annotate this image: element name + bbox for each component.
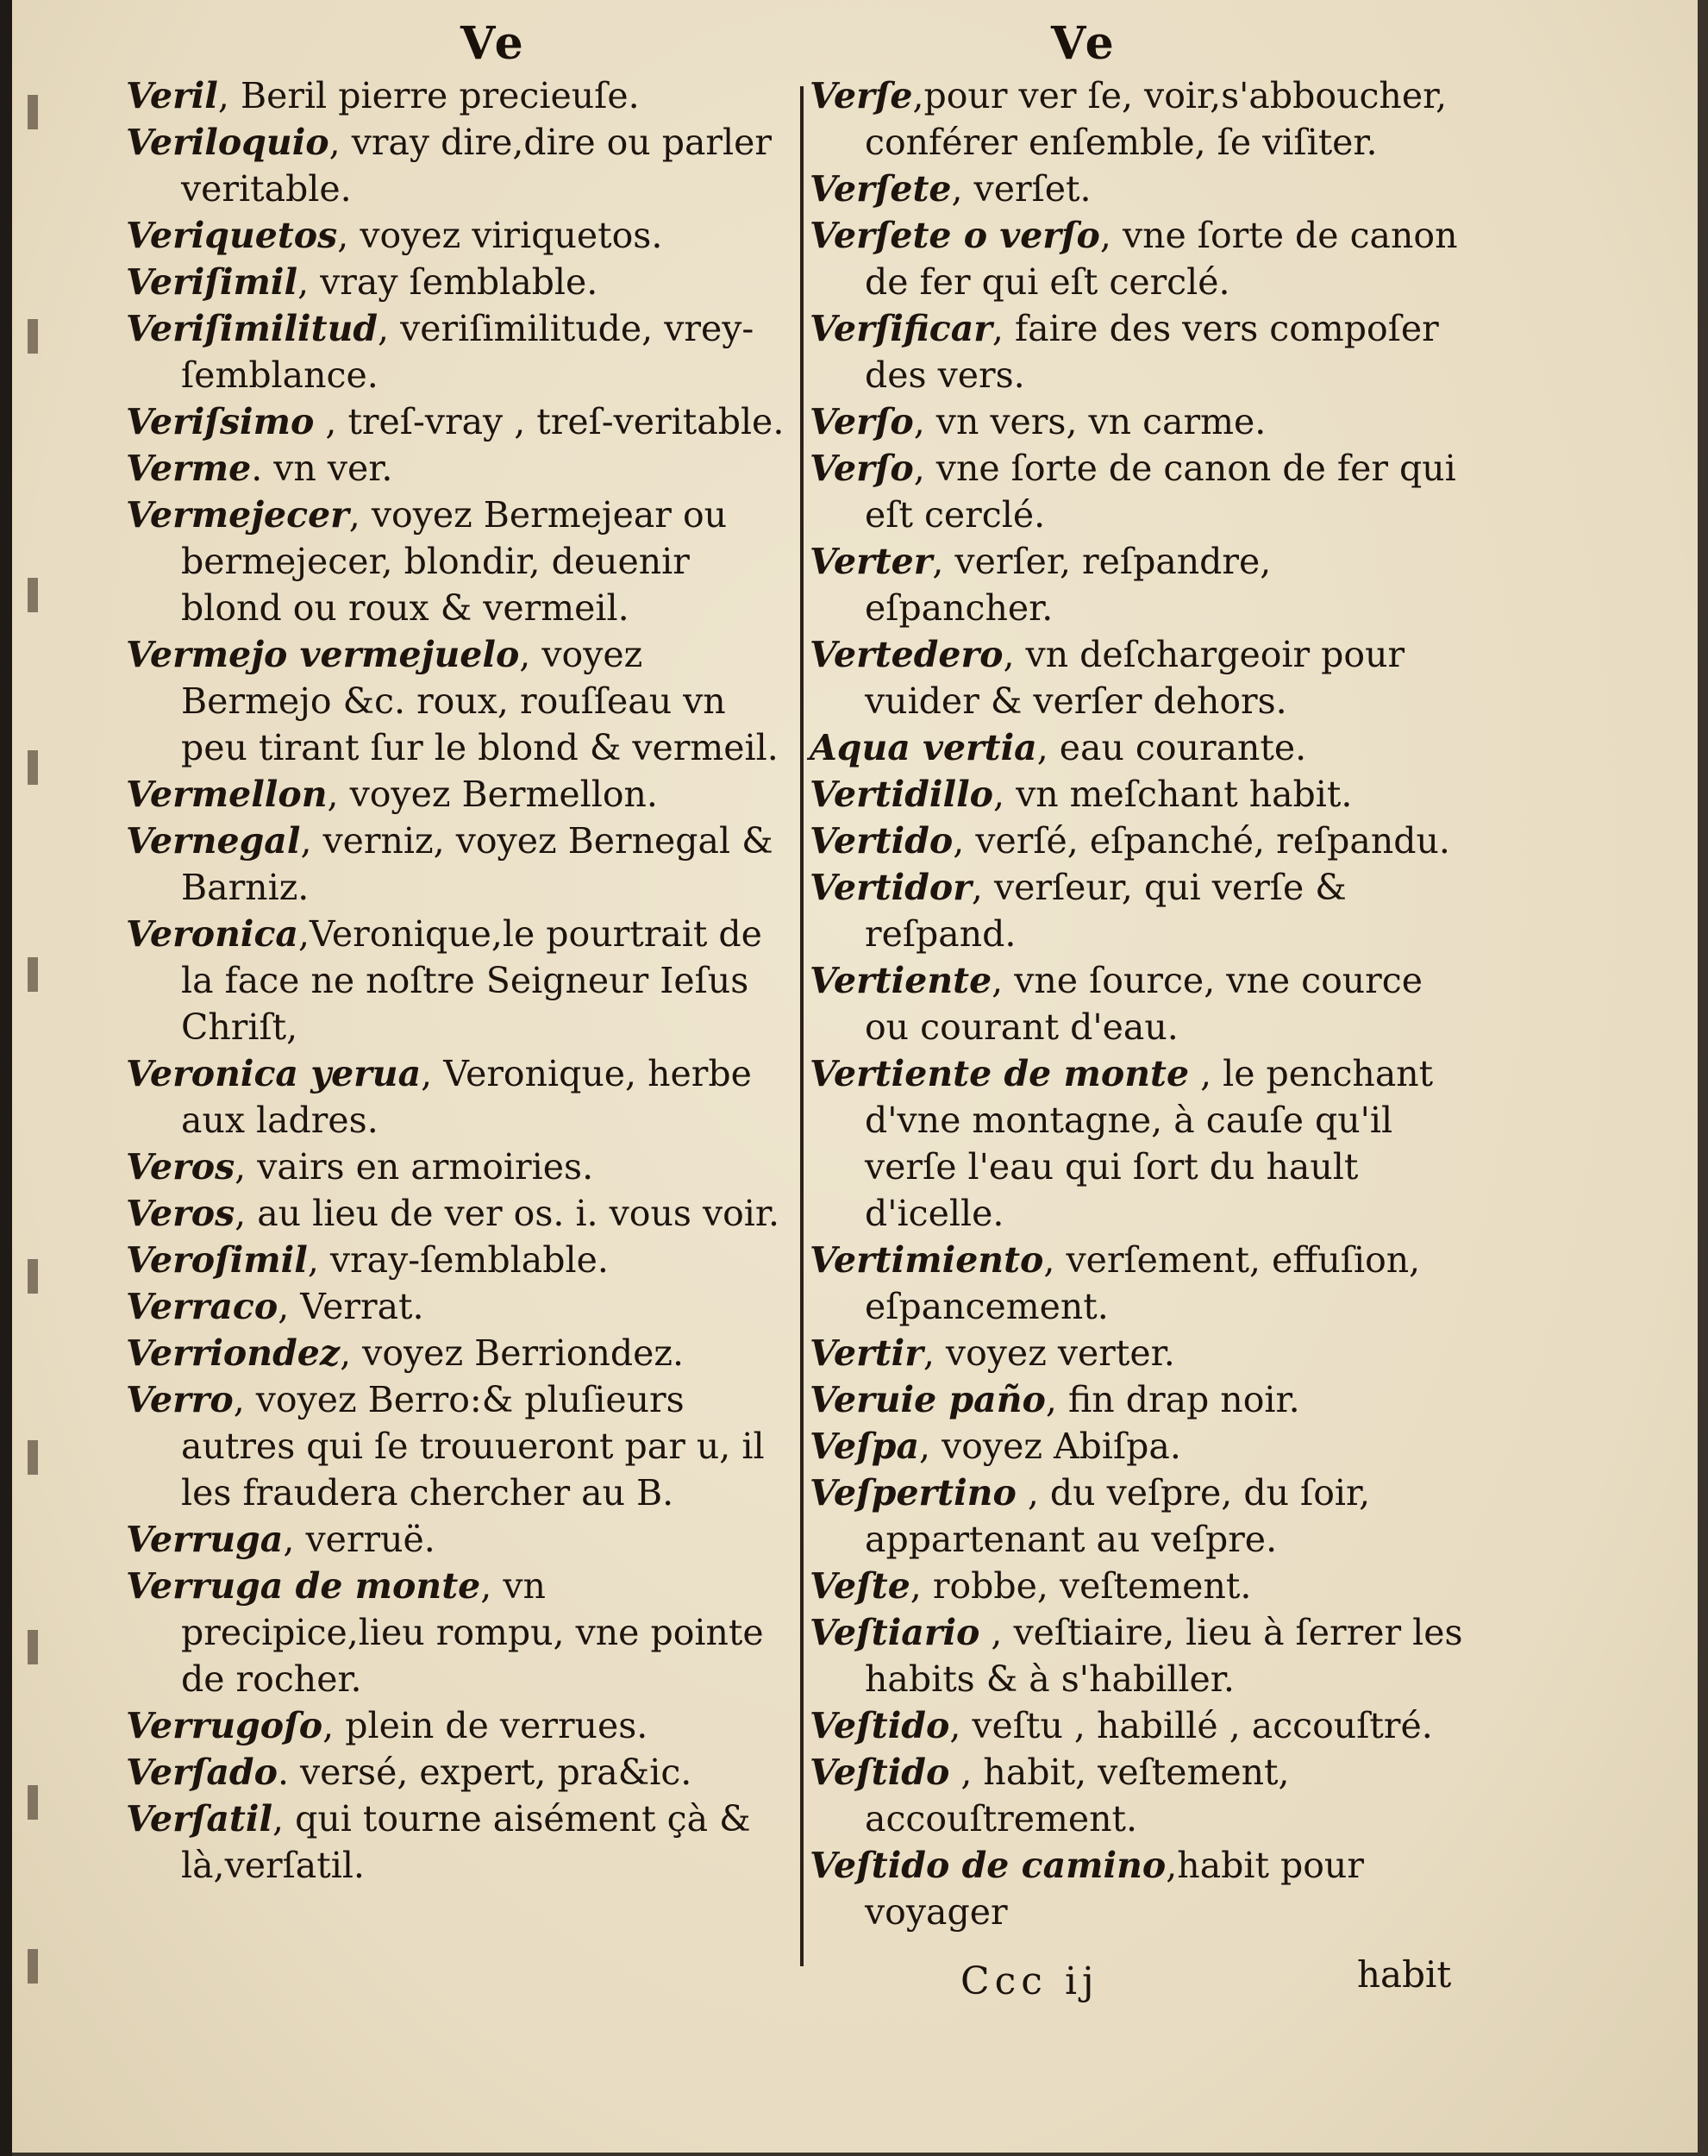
entry-headword: Veruie paño (810, 1379, 1046, 1420)
entry-headword: Verſatil (126, 1798, 273, 1839)
dictionary-entry (810, 398, 1465, 445)
entry-definition: , robbe, veſtement. (910, 1565, 1252, 1607)
entry-headword: Veriquetos (126, 215, 338, 256)
dictionary-entry (810, 1563, 1465, 1609)
entry-definition: , vn deſchargeoir pour vuider & verſer dehors. (865, 634, 1405, 722)
entry-headword: Veſpertino (810, 1472, 1017, 1514)
entry-headword: Verſo (810, 448, 914, 489)
dictionary-entry (810, 1237, 1465, 1330)
dictionary-entry (126, 119, 798, 212)
entry-definition: , du veſpre, du ſoir, appartenant au veſpre. (865, 1472, 1371, 1560)
entry-headword: Verraco (126, 1286, 278, 1327)
dictionary-entry (810, 212, 1465, 305)
entry-headword: Veriſsimo (126, 401, 315, 442)
entry-headword: Vermejo vermejuelo (126, 634, 520, 675)
entry-definition: , verſeur, qui verſe & reſpand. (865, 867, 1347, 955)
entry-headword: Veros (126, 1193, 235, 1234)
entry-definition: , fin drap noir. (1045, 1379, 1300, 1420)
entry-headword: Verſado (126, 1752, 278, 1793)
entry-headword: Veriſimilitud (126, 308, 379, 349)
entry-definition: , veſtu , habillé , accouſtré. (949, 1705, 1433, 1746)
entry-definition: ,habit pour voyager (865, 1845, 1364, 1933)
entry-headword: Verſe (810, 75, 913, 116)
entry-headword: Verſete (810, 168, 952, 210)
dictionary-entry (126, 911, 798, 1050)
entry-definition: , voyez Bermejear ou bermejecer, blondir, deuenir blond ou roux & vermeil. (181, 494, 728, 629)
entry-headword: Veroſimil (126, 1239, 308, 1281)
entry-definition: , vray-ſemblable. (307, 1239, 609, 1281)
dictionary-entry (126, 818, 798, 911)
entry-definition: . vn ver. (251, 448, 393, 489)
dictionary-entry (810, 631, 1465, 724)
entry-headword: Verme (126, 448, 252, 489)
dictionary-entry (810, 1423, 1465, 1470)
entry-definition: , faire des vers compoſer des vers. (865, 308, 1439, 396)
entry-definition: , Beril pierre precieuſe. (217, 75, 640, 116)
entry-definition: , voyez viriquetos. (337, 215, 663, 256)
entry-headword: Vermellon (126, 774, 328, 815)
entry-definition: , vn meſchant habit. (993, 774, 1353, 815)
entry-headword: Vernegal (126, 820, 301, 862)
entry-headword: Vertedero (810, 634, 1004, 675)
right-column (810, 72, 1465, 1935)
dictionary-entry (126, 305, 798, 398)
entry-definition: , verſet. (951, 168, 1092, 210)
catchword: habit (1357, 1953, 1452, 1996)
entry-headword: Veſtido de camino (810, 1845, 1167, 1886)
entry-definition: , verruë. (283, 1519, 435, 1560)
dictionary-entry (810, 1609, 1465, 1702)
signature-mark: Ccc ij (960, 1959, 1099, 2003)
entry-definition: , le penchant d'vne montagne, à cauſe qu'il verſe l'eau qui ſort du hault d'icelle. (865, 1053, 1434, 1234)
entry-definition: , verſé, eſpanché, reſpandu. (953, 820, 1450, 862)
entry-headword: Veronica (126, 913, 298, 955)
entry-definition: ,pour ver ſe, voir,s'abboucher, conférer enſemble, ſe viſiter. (865, 75, 1448, 163)
entry-headword: Veros (126, 1146, 235, 1188)
entry-headword: Verſo (810, 401, 914, 442)
dictionary-entry (810, 1376, 1465, 1423)
dictionary-entry (126, 1516, 798, 1563)
book-page (12, 0, 1698, 2153)
dictionary-entry (126, 1563, 798, 1702)
dictionary-entry (126, 1283, 798, 1330)
entry-definition: , verſement, effuſion, eſpancement. (865, 1239, 1421, 1327)
entry-definition: , vne ſorte de canon de fer qui eſt cerclé. (865, 215, 1458, 303)
column-rule (800, 86, 804, 1966)
dictionary-entry (126, 1050, 798, 1144)
dictionary-entry (126, 445, 798, 492)
dictionary-entry (126, 1702, 798, 1749)
dictionary-entry (126, 1190, 798, 1237)
left-column (126, 72, 798, 1889)
entry-headword: Vertidillo (810, 774, 993, 815)
dictionary-entry (810, 445, 1465, 538)
entry-definition: , veſtiaire, lieu à ſerrer les habits & à s'habiller. (865, 1612, 1463, 1700)
dictionary-entry (126, 1376, 798, 1516)
entry-definition: , vray ſemblable. (297, 261, 598, 303)
entry-headword: Veril (126, 75, 218, 116)
dictionary-entry (126, 1796, 798, 1889)
entry-definition: , voyez Berriondez. (340, 1332, 685, 1374)
entry-definition: , vairs en armoiries. (235, 1146, 594, 1188)
dictionary-entry (810, 72, 1465, 166)
entry-definition: , Veronique, herbe aux ladres. (181, 1053, 752, 1141)
dictionary-entry (126, 771, 798, 818)
dictionary-entry (810, 1702, 1465, 1749)
dictionary-entry (810, 1749, 1465, 1842)
scan-edge (0, 0, 12, 2156)
entry-headword: Vertimiento (810, 1239, 1044, 1281)
entry-headword: Veſtido (810, 1752, 950, 1793)
entry-definition: , vn vers, vn carme. (913, 401, 1267, 442)
entry-headword: Verruga (126, 1519, 284, 1560)
entry-headword: Veriſimil (126, 261, 298, 303)
dictionary-entry (126, 631, 798, 771)
entry-headword: Verſete o verſo (810, 215, 1100, 256)
dictionary-entry (126, 259, 798, 305)
dictionary-entry (810, 1470, 1465, 1563)
entry-definition: , vne ſource, vne cource ou courant d'eau. (865, 960, 1423, 1048)
dictionary-entry (126, 398, 798, 445)
entry-headword: Vertidor (810, 867, 972, 908)
entry-definition: , voyez Bermejo &c. roux, rouſſeau vn peu tirant ſur le blond & vermeil. (181, 634, 779, 768)
entry-headword: Verro (126, 1379, 234, 1420)
entry-definition: , verſer, reſpandre, eſpancher. (865, 541, 1272, 629)
entry-headword: Veſtiario (810, 1612, 980, 1653)
dictionary-entry (126, 1330, 798, 1376)
entry-headword: Veſpa (810, 1426, 920, 1467)
entry-headword: Vertir (810, 1332, 923, 1374)
dictionary-entry (126, 1237, 798, 1283)
entry-definition: , au lieu de ver os. i. vous voir. (235, 1193, 780, 1234)
entry-headword: Veriloquio (126, 122, 329, 163)
entry-definition: , verniz, voyez Bernegal & Barniz. (181, 820, 773, 908)
entry-headword: Verriondez (126, 1332, 341, 1374)
dictionary-entry (810, 864, 1465, 957)
entry-definition: , habit, veſtement, accouſtrement. (865, 1752, 1290, 1839)
entry-definition: ,Veronique,le pourtrait de la face ne noſtre Seigneur Ieſus Chriſt, (181, 913, 762, 1048)
entry-definition: , eau courante. (1036, 727, 1307, 768)
entry-definition: , voyez verter. (923, 1332, 1175, 1374)
entry-headword: Veſte (810, 1565, 910, 1607)
running-head-left: Ve (460, 17, 527, 70)
entry-headword: Verrugoſo (126, 1705, 323, 1746)
entry-headword: Vertiente de monte (810, 1053, 1190, 1094)
entry-headword: Vertiente (810, 960, 992, 1001)
entry-definition: , plein de verrues. (322, 1705, 648, 1746)
entry-headword: Verſificar (810, 308, 992, 349)
entry-definition: , vn precipice,lieu rompu, vne pointe de rocher. (181, 1565, 764, 1700)
entry-headword: Veronica yerua (126, 1053, 422, 1094)
entry-definition: , qui tourne aisément çà & là,verſatil. (181, 1798, 751, 1886)
entry-headword: Vertido (810, 820, 954, 862)
entry-definition: , treſ-vray , treſ-veritable. (314, 401, 785, 442)
dictionary-entry (810, 818, 1465, 864)
dictionary-entry (126, 1749, 798, 1796)
entry-headword: Veſtido (810, 1705, 950, 1746)
dictionary-entry (810, 538, 1465, 631)
dictionary-entry (126, 1144, 798, 1190)
entry-headword: Verruga de monte (126, 1565, 481, 1607)
entry-definition: . versé, expert, pra&ic. (277, 1752, 692, 1793)
entry-headword: Verter (810, 541, 933, 582)
dictionary-entry (126, 492, 798, 631)
entry-definition: , voyez Abiſpa. (919, 1426, 1181, 1467)
dictionary-entry (810, 166, 1465, 212)
margin-bleed-marks (26, 95, 52, 2078)
entry-definition: , vray dire,dire ou parler veritable. (181, 122, 773, 210)
entry-definition: , vne ſorte de canon de fer qui eſt cerclé. (865, 448, 1456, 536)
dictionary-entry (810, 1330, 1465, 1376)
entry-definition: , voyez Berro:& pluſieurs autres qui ſe trouueront par u, il les fraudera chercher au B. (181, 1379, 765, 1514)
dictionary-entry (810, 1050, 1465, 1237)
running-head-right: Ve (1051, 17, 1117, 70)
dictionary-entry (810, 771, 1465, 818)
entry-definition: , voyez Bermellon. (327, 774, 658, 815)
entry-headword: Vermejecer (126, 494, 349, 536)
dictionary-entry (810, 305, 1465, 398)
dictionary-entry (810, 1842, 1465, 1935)
entry-definition: , Verrat. (278, 1286, 424, 1327)
entry-headword: Aqua vertia (810, 727, 1037, 768)
entry-definition: , veriſimilitude, vrey-ſemblance. (181, 308, 754, 396)
dictionary-entry (126, 212, 798, 259)
dictionary-entry (810, 724, 1465, 771)
dictionary-entry (126, 72, 798, 119)
dictionary-entry (810, 957, 1465, 1050)
